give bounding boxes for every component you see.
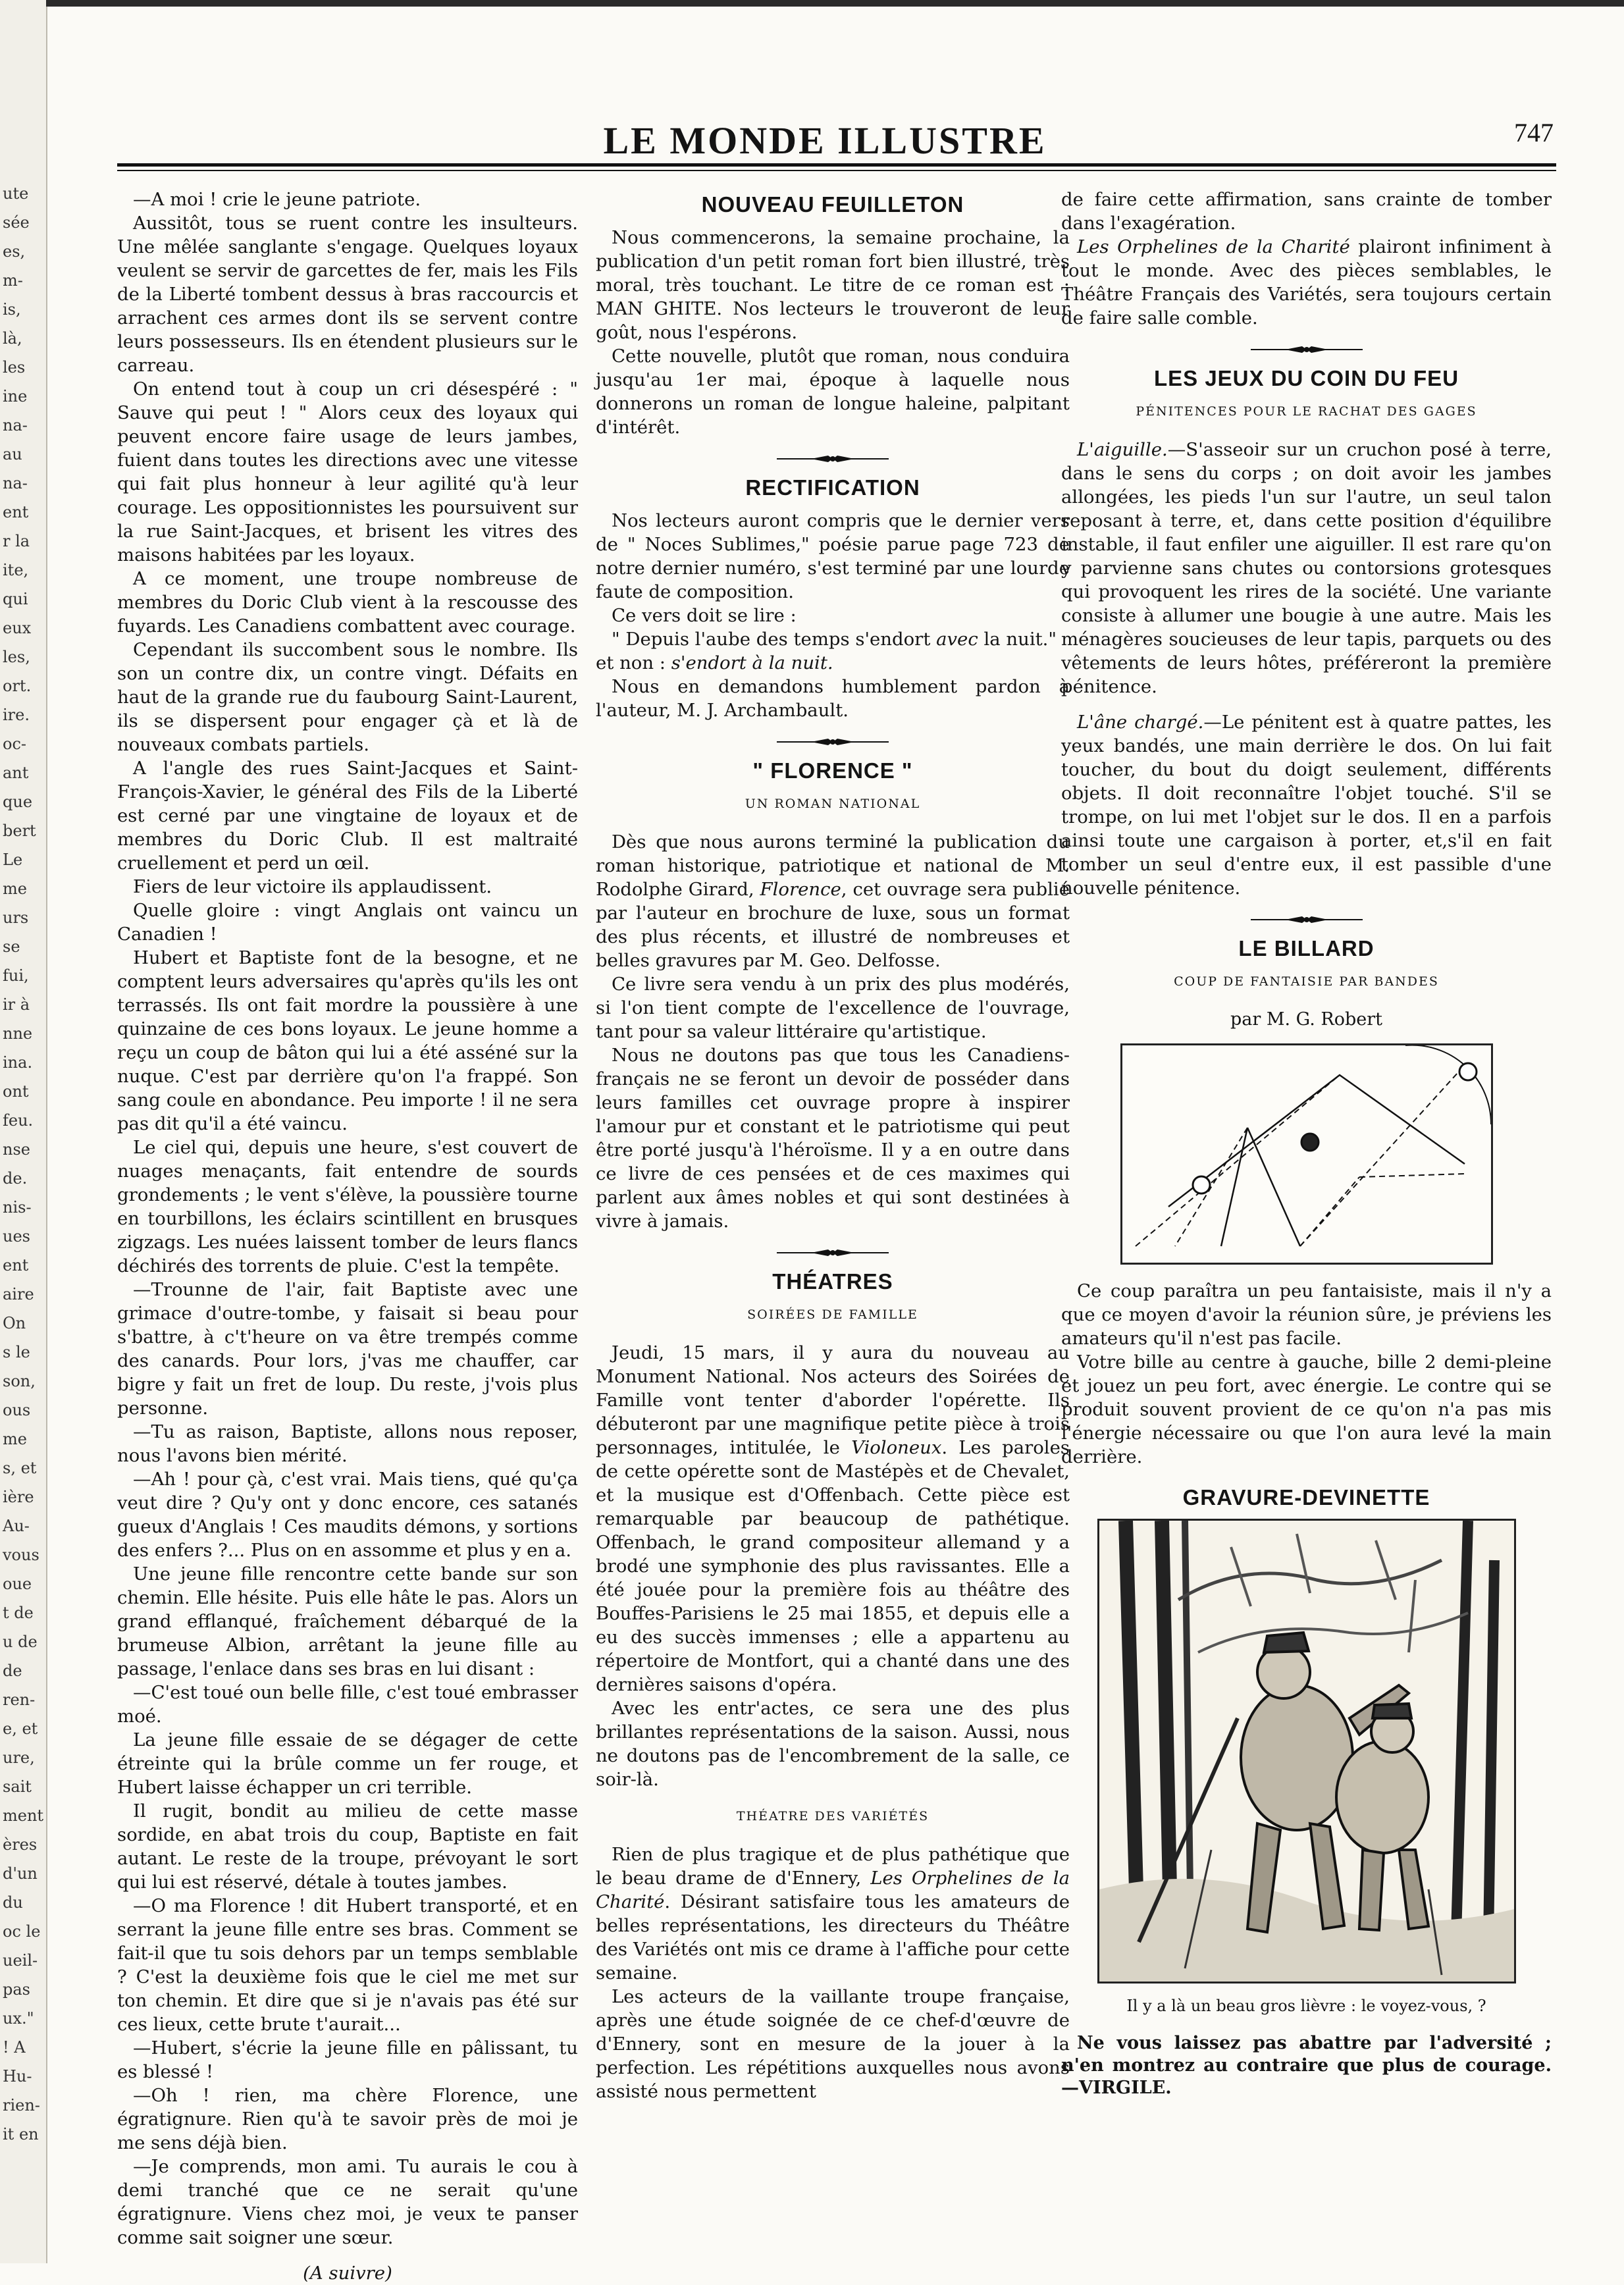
edge-fragment: de xyxy=(3,1662,22,1680)
paragraph: —Trounne de l'air, fait Baptiste avec une grimace d'outre-tombe, y faisait si beau pour s'battre, à c't'heure on va être trempés comme des canards. Pour lors, j'vas me chauffer, car bigre y fait un fret de loup. Du reste, j'vois plus personne. xyxy=(117,1279,578,1419)
edge-fragment: oc le xyxy=(3,1922,41,1941)
header-rule xyxy=(117,163,1556,167)
paragraph: Il rugit, bondit au milieu de cette masse sordide, en abat trois du coup, Baptiste en fait autant. Le reste de la troupe, prévoyant le sort qui lui est réservé, détale à toutes jambes. xyxy=(117,1800,578,1893)
edge-fragment: Le xyxy=(3,851,23,869)
puzzle-engraving xyxy=(1097,1519,1516,1983)
paragraph: de faire cette affirmation, sans crainte de tomber dans l'exagération. xyxy=(1061,189,1552,234)
corrected-verse: " Depuis l'aube des temps s'endort avec la nuit." xyxy=(612,629,1057,650)
maxim: Ne vous laissez pas abattre par l'adversité ; n'en montrez au contraire que plus de courage.—VIRGILE. xyxy=(1061,2033,1552,2098)
edge-fragment: e, et xyxy=(3,1720,38,1738)
edge-fragment: bert xyxy=(3,822,36,840)
paragraph: —Ah ! pour çà, c'est vrai. Mais tiens, qué qu'ça veut dire ? Qu'y ont y donc encore, ces satanés gueux d'Anglais ! Ces maudits démons, y sortions des enfers ?... Plus on en assomme et plus y en a. xyxy=(117,1469,578,1561)
edge-fragment: les, xyxy=(3,648,30,666)
edge-fragment: nne xyxy=(3,1024,33,1043)
edge-fragment: ux." xyxy=(3,2009,34,2028)
byline: par M. G. Robert xyxy=(1230,1009,1383,1030)
edge-fragment: du xyxy=(3,1893,23,1912)
edge-fragment: na- xyxy=(3,474,28,492)
edge-fragment: Au- xyxy=(3,1517,30,1535)
paragraph: Aussitôt, tous se ruent contre les insulteurs. Une mêlée sanglante s'engage. Quelques loyaux veulent se servir de garcettes de fer, mais les Fils de la Liberté tombent dessus à bras raccourcis et arrachent ces armes dont ils se servent contre leurs possesseurs. Ils en étendent plusieurs sur le carreau. xyxy=(117,213,578,376)
edge-fragment: es, xyxy=(3,242,26,261)
edge-fragment: ute xyxy=(3,184,29,203)
paragraph: —Tu as raison, Baptiste, allons nous reposer, nous l'avons bien mérité. xyxy=(117,1421,578,1466)
paragraph: —Je comprends, mon ami. Tu aurais le cou à demi tranché que ce ne serait qu'une égratignure. Viens chez moi, je veux te panser comme sait soigner une sœur. xyxy=(117,2156,578,2248)
edge-fragment: rien- xyxy=(3,2096,40,2114)
paragraph: On entend tout à coup un cri désespéré : " Sauve qui peut ! " Alors ceux des loyaux qui peuvent encore faire usage de leurs jambes, fuient dans toutes les directions avec une vitesse qui fait plus honneur à leur agilité qu'à leur courage. Les oppositionnistes les poursuivent sur la rue Saint-Jacques, et brisent les vitres des maisons habitées par les loyaux. xyxy=(117,379,578,565)
edge-fragment: oc- xyxy=(3,735,26,753)
paragraph: L'aiguille.—S'asseoir sur un cruchon posé à terre, dans le sens du corps ; on doit avoir les jambes allongées, les pieds l'un sur l'autre, un seul talon reposant à terre, et, dans cette position d'équilibre instable, il faut enfiler une aiguiller. Il est rare qu'on y parvienne sans chutes ou contorsions grotesques qui provoquent les rires de la société. Une variante consiste à allumer une bougie à une autre. Mais les ménagères soucieuses de leur tapis, parquets ou des vêtements de leurs hôtes, préféreront la première pénitence. xyxy=(1061,439,1552,697)
paragraph: Le ciel qui, depuis une heure, s'est couvert de nuages menaçants, fait entendre de sourds grondements ; le vent s'élève, la poussière tourne en tourbillons, les éclairs scintillent en brusques zigzags. Les nuées laissent tomber de leurs flancs déchirés des torrents de pluie. C'est la tempête. xyxy=(117,1137,578,1276)
column-1 xyxy=(117,188,578,2285)
paragraph: Dès que nous aurons terminé la publication du roman historique, patriotique et national de M. Rodolphe Girard, Florence, cet ouvrage sera publié par l'auteur en brochure de luxe, sous un format des plus récents, et illustré de nombreuses et belles gravures par M. Geo. Delfosse. xyxy=(596,831,1070,971)
edge-fragment: t de xyxy=(3,1604,34,1622)
edge-fragment: les xyxy=(3,358,26,377)
edge-fragment: ir à xyxy=(3,995,30,1014)
paragraph: —O ma Florence ! dit Hubert transporté, et en serrant la jeune fille entre ses bras. Comment se fait-il que tu sois dehors par un temps semblable ? C'est la deuxième fois que le ciel me met sur ton chemin. Et dire que si je n'avais pas été sur ces lieux, cette brute t'aurait... xyxy=(117,1895,578,2035)
paragraph: Hubert et Baptiste font de la besogne, et ne comptent leurs adversaires qu'après qu'ils les ont terrassés. Ils ont fait mordre la poussière à une quinzaine de ces bons loyaux. Le jeune homme a reçu un coup de bâton qui lui a été asséné sur la nuque. C'est par derrière qu'on l'a frappé. Son sang coule en abondance. Peu importe ! il ne sera pas dit qu'il a été vaincu. xyxy=(117,947,578,1134)
edge-fragment: me xyxy=(3,880,27,898)
object-ball-1 xyxy=(1301,1134,1319,1151)
to-be-continued: (A suivre) xyxy=(303,2263,392,2284)
heading-billard: LE BILLARD xyxy=(1238,936,1375,960)
paragraph: Ce livre sera vendu à un prix des plus modérés, si l'on tient compte de l'excellence de l'ouvrage, tant pour sa valeur littéraire qu'artistique. xyxy=(596,974,1070,1042)
paragraph: Fiers de leur victoire ils applaudissent. xyxy=(133,876,492,897)
edge-fragment: it en xyxy=(3,2125,39,2143)
paragraph: —C'est toué oun belle fille, c'est toué embrasser moé. xyxy=(117,1682,578,1727)
edge-fragment: ous xyxy=(3,1401,31,1419)
top-border xyxy=(46,0,1624,7)
edge-fragment: fui, xyxy=(3,966,29,985)
paragraph: Les acteurs de la vaillante troupe française, après une étude soignée de ce chef-d'œuvre de d'Ennery, sont en mesure de la jouer à la perfection. Les répétitions auxquelles nous avons assisté nous permettent xyxy=(596,1986,1070,2102)
subheading: PÉNITENCES POUR LE RACHAT DES GAGES xyxy=(1136,404,1477,419)
ornament-divider xyxy=(1061,344,1552,355)
edge-fragment: s, et xyxy=(3,1459,37,1477)
edge-fragment: ont xyxy=(3,1082,29,1101)
object-ball-2 xyxy=(1459,1063,1477,1080)
heading-theatres: THÉATRES xyxy=(772,1269,893,1294)
edge-fragment: eux xyxy=(3,619,32,637)
paragraph: L'âne chargé.—Le pénitent est à quatre pattes, les yeux bandés, une main derrière le dos. On lui fait toucher, du bout du doigt seulement, différents objets. Il doit reconnaître l'objet touché. S'il se trompe, on lui met l'objet sur le dos. Il en a parfois ainsi toute une cargaison à porter, et,s'il en fait tomber un seul d'entre eux, il est passible d'une nouvelle pénitence. xyxy=(1061,712,1552,899)
edge-fragment: me xyxy=(3,1430,27,1448)
edge-fragment: is, xyxy=(3,300,21,319)
edge-fragment: ire. xyxy=(3,706,30,724)
adjacent-page-edge xyxy=(0,0,47,2263)
edge-fragment: feu. xyxy=(3,1111,34,1130)
edge-fragment: s le xyxy=(3,1343,30,1361)
header-rule-thin xyxy=(117,170,1556,171)
edge-fragment: ues xyxy=(3,1227,30,1246)
page-number: 747 xyxy=(1514,118,1554,147)
edge-fragment: ueil- xyxy=(3,1951,38,1970)
edge-fragment: de. xyxy=(3,1169,28,1188)
edge-fragment: ort. xyxy=(3,677,32,695)
edge-fragment: nis- xyxy=(3,1198,32,1217)
paragraph: Nous commencerons, la semaine prochaine, la publication d'un petit roman fort bien illustré, très moral, très touchant. Le titre de ce roman est : MAN GHITE. Nos lecteurs le trouveront de leur goût, nous l'espérons. xyxy=(596,227,1070,343)
subheading: COUP DE FANTAISIE PAR BANDES xyxy=(1174,974,1439,989)
paragraph: Ce coup paraîtra un peu fantaisiste, mais il n'y a que ce moyen d'avoir la réunion sûre, je préviens les amateurs qu'il n'est pas facile. xyxy=(1061,1280,1552,1349)
edge-fragment: se xyxy=(3,937,20,956)
paragraph: —Oh ! rien, ma chère Florence, une égratignure. Rien qu'à te savoir près de moi je me sens déjà bien. xyxy=(117,2085,578,2153)
column-3 xyxy=(1061,188,1552,2099)
paragraph: Quelle gloire : vingt Anglais ont vaincu un Canadien ! xyxy=(117,900,578,945)
edge-fragment: oue xyxy=(3,1575,32,1593)
column-2 xyxy=(596,188,1070,2103)
paragraph: Cependant ils succombent sous le nombre. Ils son un contre dix, un contre vingt. Défaits en haut de la grande rue du faubourg Saint-Laurent, ils se dispersent pour engager çà et là de nouveaux combats partiels. xyxy=(117,639,578,755)
paragraph: Une jeune fille rencontre cette bande sur son chemin. Elle hésite. Puis elle hâte le pas. Alors un grand efflanqué, fraîchement débarqué de la brumeuse Albion, arrêtant la jeune fille au passage, l'enlace dans ses bras en lui disant : xyxy=(117,1563,578,1679)
edge-fragment: r la xyxy=(3,532,30,550)
billiard-diagram xyxy=(1120,1043,1493,1265)
heading-rectification: RECTIFICATION xyxy=(745,475,920,500)
paragraph: A ce moment, une troupe nombreuse de membres du Doric Club vient à la rescousse des fuyards. Les Canadiens combattent avec courage. xyxy=(117,568,578,637)
engraving-caption: Il y a là un beau gros lièvre : le voyez-vous, ? xyxy=(1126,1997,1486,2015)
ornament-divider xyxy=(596,1248,1070,1258)
edge-fragment: vous xyxy=(3,1546,39,1564)
edge-fragment: là, xyxy=(3,329,22,348)
paragraph: Cette nouvelle, plutôt que roman, nous conduira jusqu'au 1er mai, époque à laquelle nous donnerons un roman de longue haleine, palpitant d'intérêt. xyxy=(596,346,1070,438)
paragraph: Rien de plus tragique et de plus pathétique que le beau drame de d'Ennery, Les Orphelines de la Charité. Désirant satisfaire tous les amateurs de belles représentations, les directeurs du Théâtre des Variétés ont mis ce drame à l'affiche pour cette semaine. xyxy=(596,1844,1070,1983)
edge-fragment: ment xyxy=(3,1806,44,1825)
paragraph: Votre bille au centre à gauche, bille 2 demi-pleine et jouez un peu fort, avec énergie. Le contre qui se produit souvent provient de ce qu'on n'a pas mis l'énergie nécessaire ou que l'on aura levé la main derrière. xyxy=(1061,1352,1552,1467)
ornament-divider xyxy=(596,454,1070,464)
edge-fragment: sée xyxy=(3,213,30,232)
cue-ball xyxy=(1193,1176,1210,1194)
edge-fragment: ent xyxy=(3,503,29,521)
edge-fragment: ant xyxy=(3,764,29,782)
heading-gravure: GRAVURE-DEVINETTE xyxy=(1182,1485,1430,1510)
heading-jeux: LES JEUX DU COIN DU FEU xyxy=(1153,366,1459,390)
edge-fragment: son, xyxy=(3,1372,36,1390)
heading-feuilleton: NOUVEAU FEUILLETON xyxy=(701,192,964,217)
masthead-title: LE MONDE ILLUSTRE xyxy=(603,119,1047,162)
ornament-divider xyxy=(1061,914,1552,925)
edge-fragment: ure, xyxy=(3,1748,35,1767)
edge-fragment: ite, xyxy=(3,561,29,579)
paragraph: Jeudi, 15 mars, il y aura du nouveau au Monument National. Nos acteurs des Soirées de Famille vont tenter d'aborder l'opérette. Ils débuteront par une magnifique petite pièce à trois personnages, intitulée, le Violoneux. Les paroles de cette opérette sont de Mastépès et de Chevalet, et la musique est d'Offenbach. Cette pièce est remarquable par beaucoup de pathétique. Offenbach, le grand compositeur allemand y a brodé une symphonie des plus ravissantes. Elle a été jouée pour la première fois au théâtre des Bouffes-Parisiens le 25 mai 1855, et depuis elle a eu des succès immenses ; elle a appartenu au répertoire de Montfort, qui a chanté dans une des dernières saisons d'opéra. xyxy=(596,1342,1070,1695)
paragraph: Nos lecteurs auront compris que le dernier vers de " Noces Sublimes," poésie parue page 723 de notre dernier numéro, s'est terminé par une lourde faute de composition. xyxy=(596,510,1070,602)
edge-fragment: ren- xyxy=(3,1691,36,1709)
edge-fragment: qui xyxy=(3,590,28,608)
subheading: THÉATRE DES VARIÉTÉS xyxy=(736,1809,930,1824)
edge-fragment: d'un xyxy=(3,1864,38,1883)
edge-fragment: ière xyxy=(3,1488,34,1506)
paragraph: Nous ne doutons pas que tous les Canadiens-français ne se feront un devoir de posséder dans leurs familles cet ouvrage propre à inspirer l'amour pur et constant et le patriotisme qui peut être porté jusqu'à l'héroïsme. Il y a en outre dans ce livre de ces pensées et de ces maximes qui parlent aux âmes nobles et qui sont destinées à vivre à jamais. xyxy=(596,1045,1070,1232)
edge-fragment: m- xyxy=(3,271,23,290)
edge-fragment: Hu- xyxy=(3,2067,32,2086)
edge-fragment: ères xyxy=(3,1835,38,1854)
paragraph: Les Orphelines de la Charité plairont infiniment à tout le monde. Avec des pièces semblables, le Théâtre Français des Variétés, sera toujours certain de faire salle comble. xyxy=(1061,236,1552,328)
edge-fragment: aire xyxy=(3,1285,34,1303)
edge-fragment: On xyxy=(3,1314,26,1332)
edge-fragment: pas xyxy=(3,1980,30,1999)
edge-fragment: ina. xyxy=(3,1053,33,1072)
paragraph: —Hubert, s'écrie la jeune fille en pâlissant, tu es blessé ! xyxy=(117,2037,578,2082)
subheading: SOIRÉES DE FAMILLE xyxy=(747,1307,918,1322)
edge-fragment: ! A xyxy=(3,2038,26,2057)
edge-fragment: au xyxy=(3,445,22,463)
edge-fragment: u de xyxy=(3,1633,38,1651)
paragraph: La jeune fille essaie de se dégager de cette étreinte qui la brûle comme un fer rouge, et Hubert laisse échapper un cri terrible. xyxy=(117,1729,578,1798)
edge-fragment: urs xyxy=(3,908,29,927)
edge-fragment: sait xyxy=(3,1777,32,1796)
ornament-divider xyxy=(596,737,1070,747)
edge-fragment: que xyxy=(3,793,33,811)
edge-fragment: na- xyxy=(3,416,28,434)
paragraph: Ce vers doit se lire : xyxy=(612,605,797,626)
subheading: UN ROMAN NATIONAL xyxy=(745,797,921,811)
paragraph: A l'angle des rues Saint-Jacques et Saint-François-Xavier, le général des Fils de la Liberté est cerné par une vingtaine de loyaux et de membres du Doric Club. Il est maltraité cruellement et perd un œil. xyxy=(117,758,578,874)
paragraph: Avec les entr'actes, ce sera une des plus brillantes représentations de la saison. Aussi, nous ne doutons pas de l'encombrement de la salle, ce soir-là. xyxy=(596,1698,1070,1790)
paragraph: et non : s'endort à la nuit. xyxy=(596,652,833,673)
edge-fragment: ent xyxy=(3,1256,29,1274)
edge-fragment: ine xyxy=(3,387,28,406)
edge-fragment: nse xyxy=(3,1140,30,1159)
paragraph: —A moi ! crie le jeune patriote. xyxy=(133,189,421,210)
paragraph: Nous en demandons humblement pardon à l'auteur, M. J. Archambault. xyxy=(596,676,1070,721)
heading-florence: " FLORENCE " xyxy=(752,758,913,783)
